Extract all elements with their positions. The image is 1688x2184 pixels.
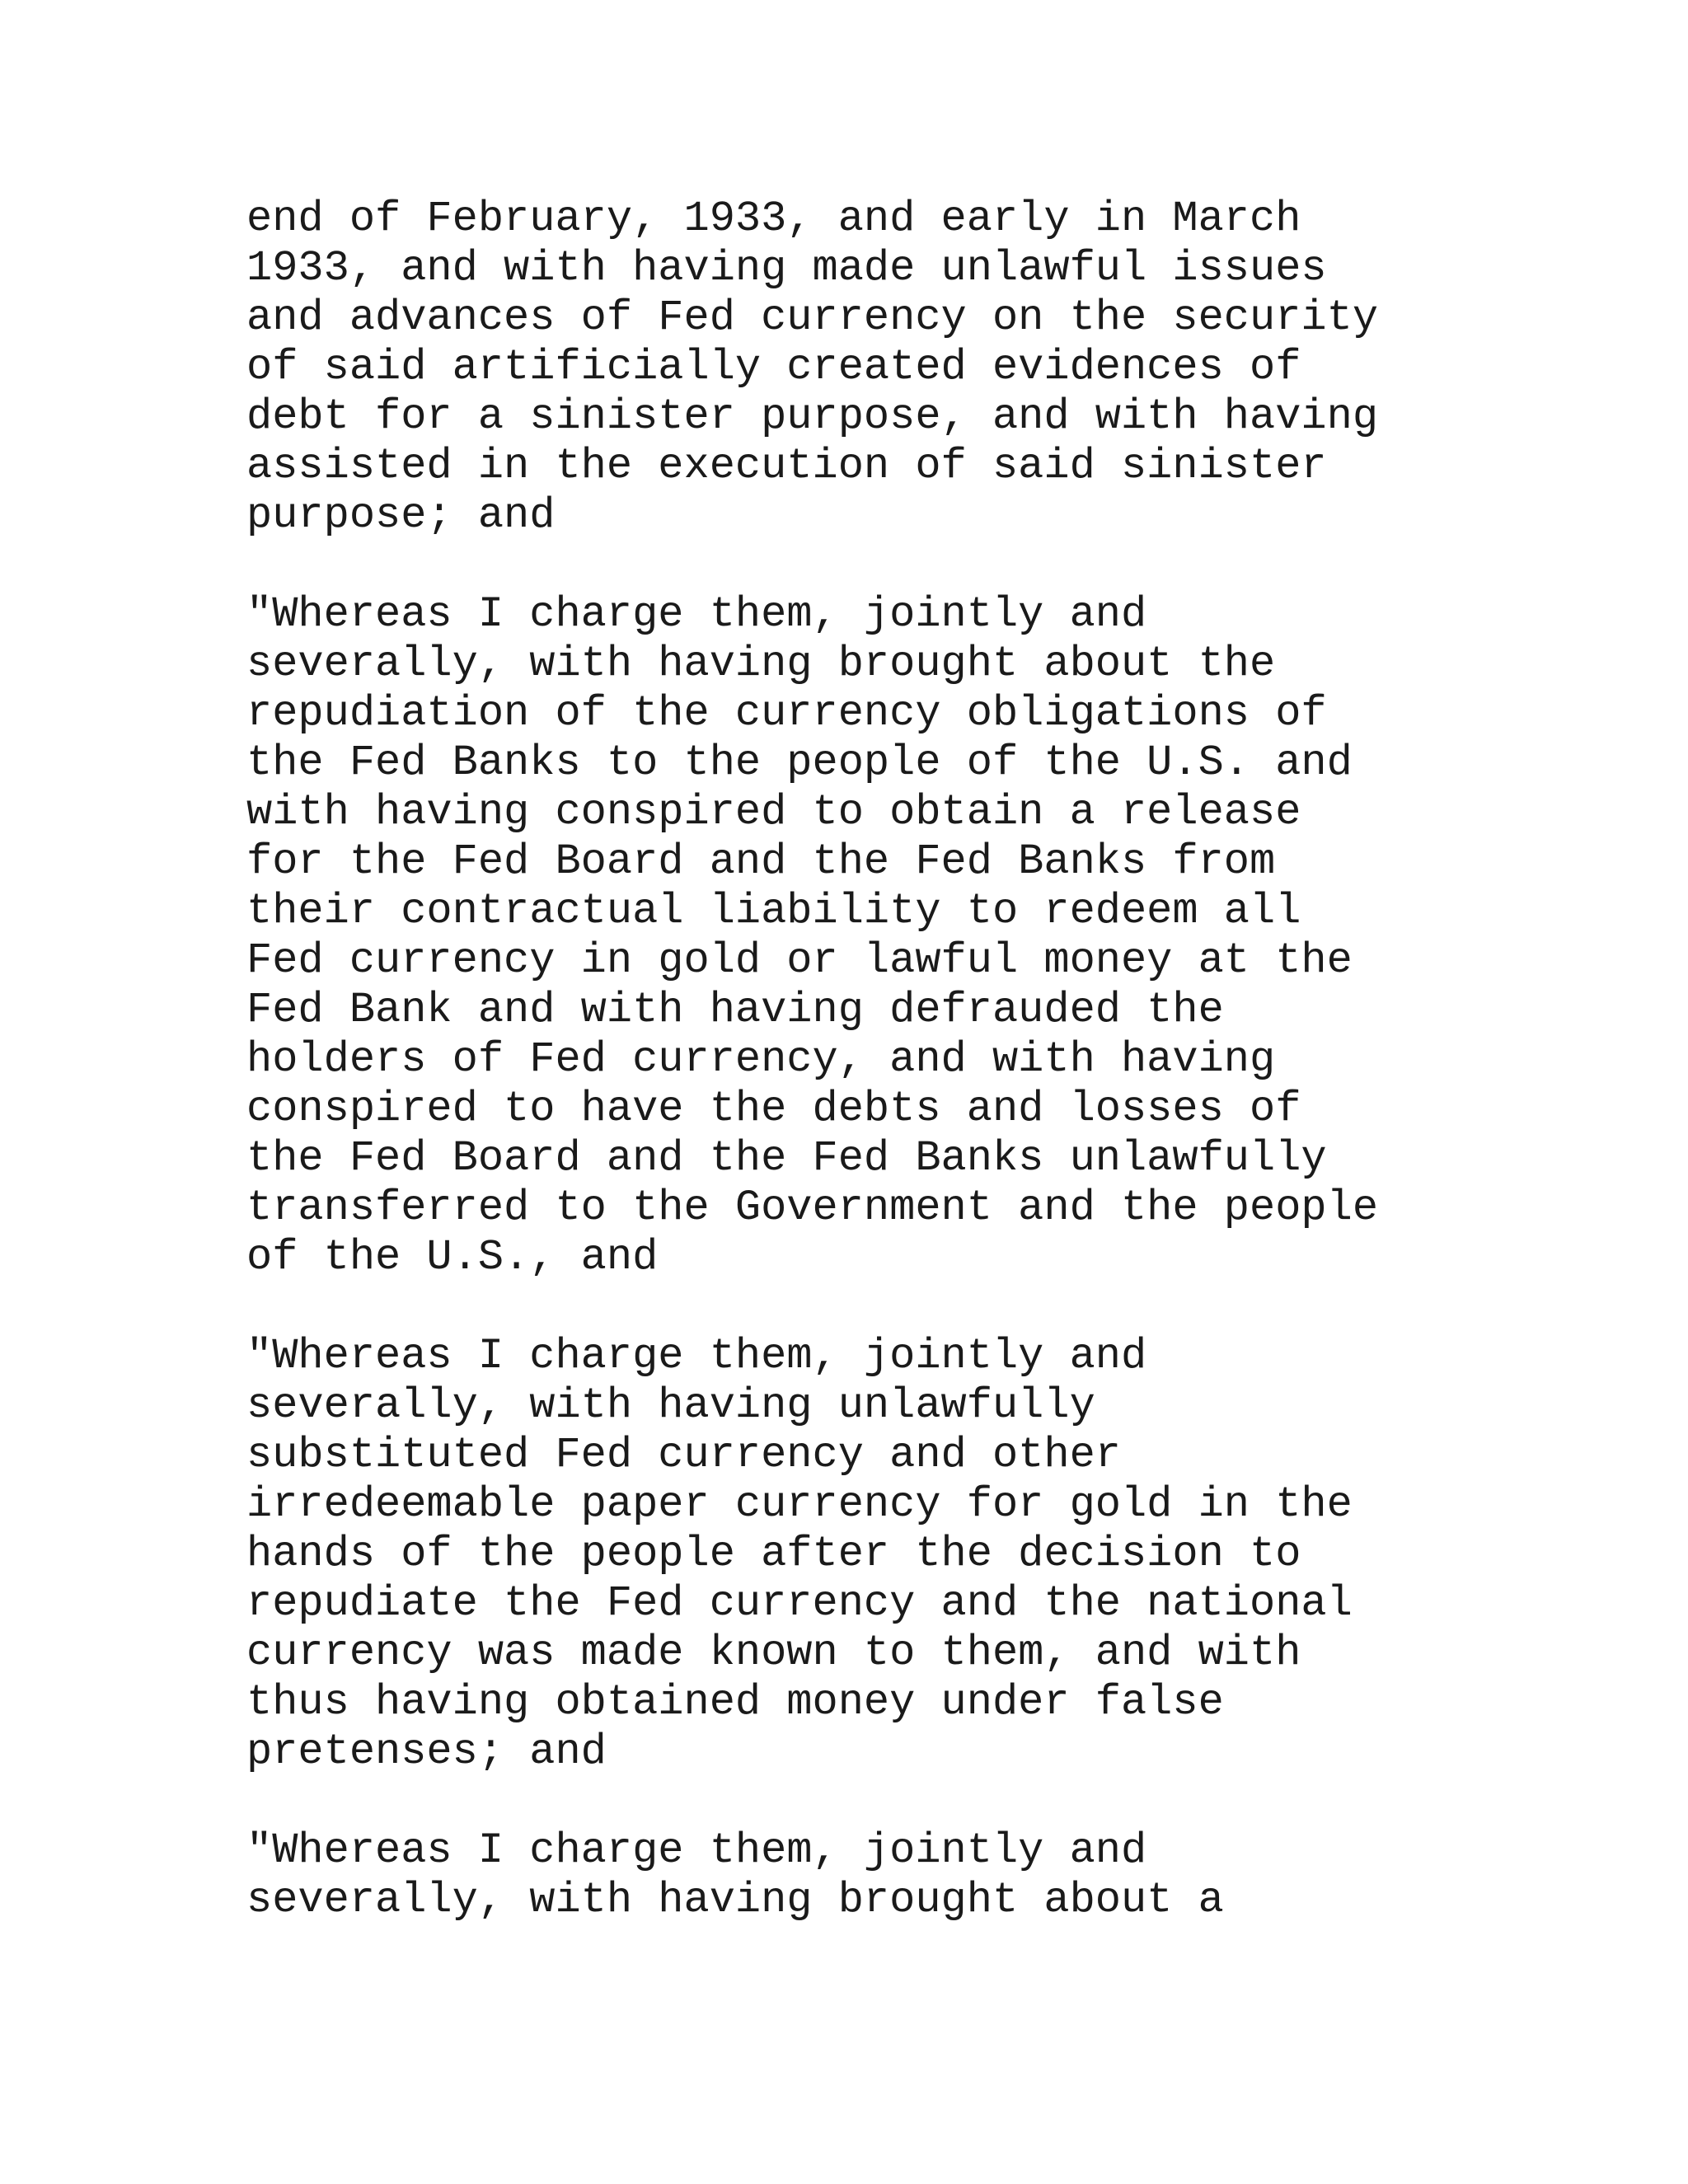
text-line: of the U.S., and	[246, 1233, 659, 1282]
text-line: for the Fed Board and the Fed Banks from	[246, 837, 1276, 886]
paragraph	[246, 590, 1664, 1282]
text-line: and advances of Fed currency on the security	[246, 293, 1379, 342]
text-line: hands of the people after the decision to	[246, 1530, 1301, 1578]
paragraph	[246, 1332, 1664, 1777]
text-line: severally, with having unlawfully	[246, 1381, 1095, 1430]
text-line: their contractual liability to redeem all	[246, 887, 1301, 935]
text-line: of said artificially created evidences of	[246, 343, 1301, 391]
text-line: 1933, and with having made unlawful issues	[246, 244, 1327, 293]
text-line: the Fed Board and the Fed Banks unlawfully	[246, 1134, 1327, 1183]
text-line: "Whereas I charge them, jointly and	[246, 590, 1147, 639]
text-line: transferred to the Government and the people	[246, 1183, 1379, 1232]
text-line: holders of Fed currency, and with having	[246, 1035, 1276, 1084]
text-line: substituted Fed currency and other	[246, 1431, 1121, 1479]
text-line: severally, with having brought about a	[246, 1876, 1224, 1924]
text-line: end of February, 1933, and early in March	[246, 194, 1301, 243]
text-line: repudiation of the currency obligations of	[246, 689, 1327, 738]
text-line: severally, with having brought about the	[246, 640, 1276, 688]
text-line: Fed Bank and with having defrauded the	[246, 986, 1224, 1034]
text-line: "Whereas I charge them, jointly and	[246, 1332, 1147, 1380]
text-line: debt for a sinister purpose, and with having	[246, 392, 1379, 441]
text-line: the Fed Banks to the people of the U.S. and	[246, 738, 1353, 787]
text-line: with having conspired to obtain a release	[246, 788, 1301, 837]
text-line: thus having obtained money under false	[246, 1678, 1224, 1727]
text-line: "Whereas I charge them, jointly and	[246, 1826, 1147, 1875]
text-line: irredeemable paper currency for gold in the	[246, 1480, 1353, 1529]
text-line: purpose; and	[246, 491, 556, 540]
text-line: assisted in the execution of said sinister	[246, 442, 1327, 490]
text-line: repudiate the Fed currency and the national	[246, 1579, 1353, 1628]
text-line: Fed currency in gold or lawful money at the	[246, 936, 1353, 985]
text-line: pretenses; and	[246, 1727, 607, 1776]
paragraph	[246, 1826, 1664, 1925]
paragraph	[246, 194, 1664, 541]
text-line: conspired to have the debts and losses of	[246, 1085, 1301, 1133]
body-text	[246, 194, 1664, 1975]
text-line: currency was made known to them, and with	[246, 1629, 1301, 1677]
